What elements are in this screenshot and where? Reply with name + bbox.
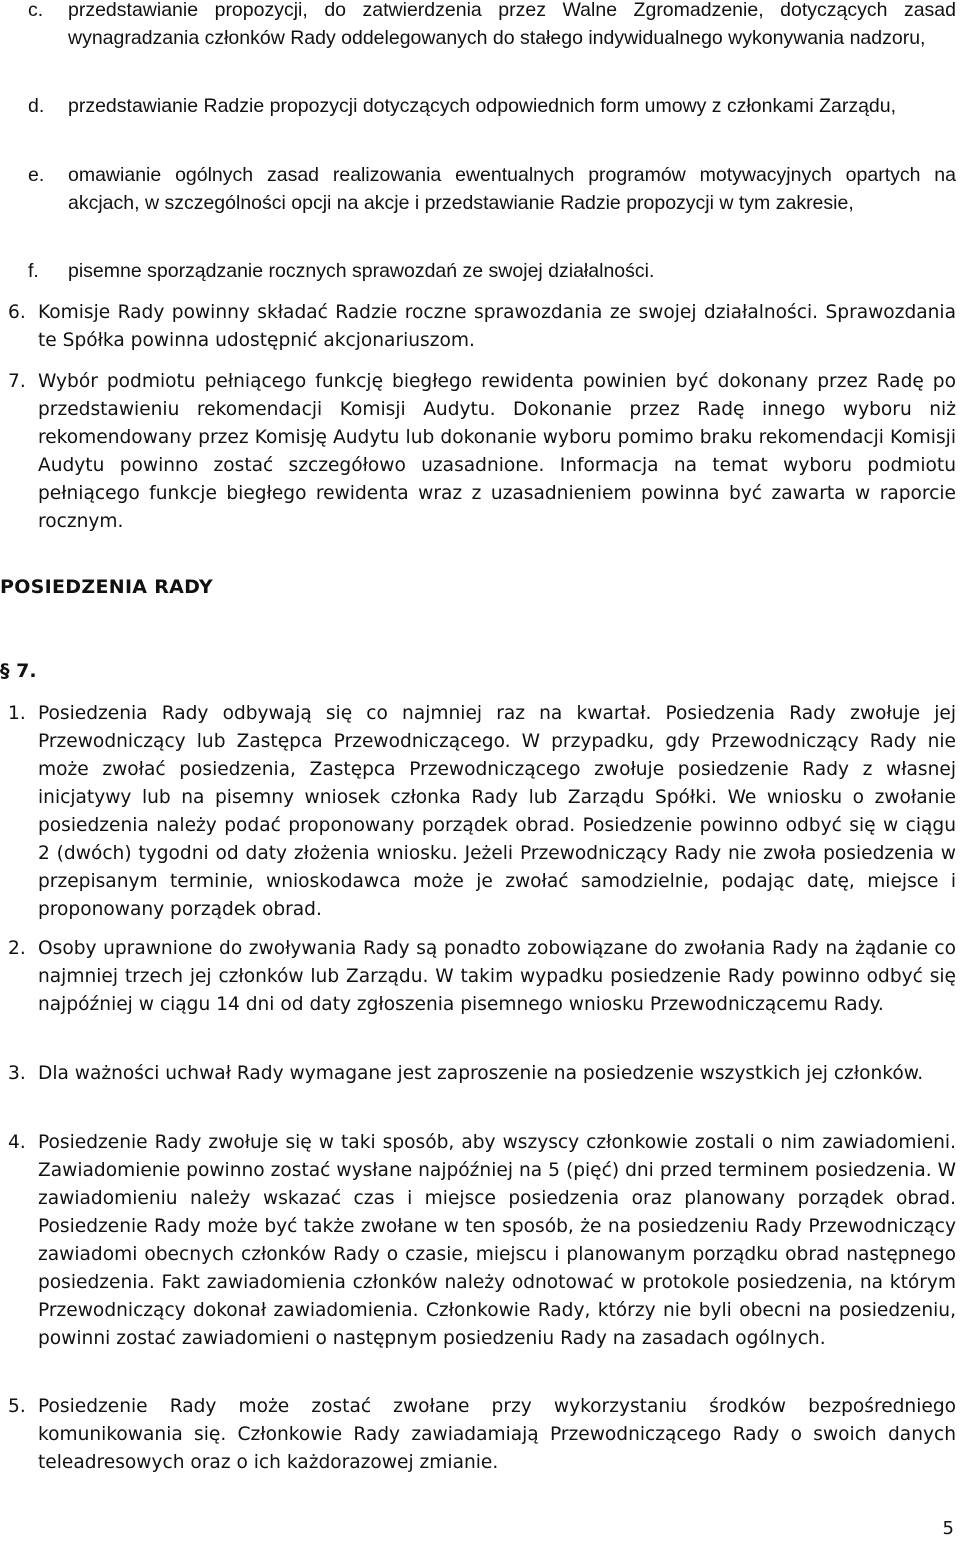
paragraph-text: Posiedzenie Rady może zostać zwołane przy wykorzystaniu środków bezpośredniego komunikowania się. Członkowie Rady zawiadamiają Przewodniczącego Rady o swoich danych teleadresowych oraz o ich każdorazowej zmianie. [38,1396,956,1473]
paragraph-text: Posiedzenia Rady odbywają się co najmniej raz na kwartał. Posiedzenia Rady zwołuje jej Przewodniczący lub Zastępca Przewodniczącego. W przypadku, gdy Przewodniczący Rady nie może zwołać posiedzenia, Zastępca Przewodniczącego zwołuje posiedzenie Rady z własnej inicjatywy lub na pisemny wniosek członka Rady lub Zarządu Spółki. We wniosku o zwołanie posiedzenia należy podać proponowany porządek obrad. Posiedzenie powinno odbyć się w ciągu 2 (dwóch) tygodni od daty złożenia wniosku. Jeżeli Przewodniczący Rady nie zwoła posiedzenia w przepisanym terminie, wnioskodawca może je zwołać samodzielnie, podając datę, miejsce i proponowany porządek obrad. [38,703,956,920]
paragraph-number: 4. [8,1132,26,1153]
paragraph-number: 3. [8,1063,26,1084]
list-item-text: omawianie ogólnych zasad realizowania ewentualnych programów motywacyjnych opartych na akcjach, w szczególności opcji na akcje i przedstawianie Radzie propozycji w tym zakresie, [68,164,956,214]
list-item [28,257,956,285]
paragraph-number: 7. [8,371,26,392]
list-item [28,0,956,52]
page-number: 5 [942,1518,954,1539]
paragraph-number: 6. [8,302,26,323]
list-marker: e. [28,164,45,186]
list-item-text: przedstawianie Radzie propozycji dotyczących odpowiednich form umowy z członkami Zarządu, [68,95,897,117]
list-item [28,92,956,120]
list-marker: d. [28,95,45,117]
list-marker: c. [28,0,44,21]
paragraph-text: Posiedzenie Rady zwołuje się w taki sposób, aby wszyscy członkowie zostali o nim zawiadomieni. Zawiadomienie powinno zostać wysłane najpóźniej na 5 (pięć) dni przed terminem posiedzenia. W zawiadomieniu należy wskazać czas i miejsce posiedzenia oraz planowany porządek obrad. Posiedzenie Rady może być także zwołane w ten sposób, że na posiedzeniu Rady Przewodniczący zawiadomi obecnych członków Rady o czasie, miejscu i planowanym porządku obrad następnego posiedzenia. Fakt zawiadomienia członków należy odnotować w protokole posiedzenia, na którym Przewodniczący dokonał zawiadomienia. Członkowie Rady, którzy nie byli obecni na posiedzeniu, powinni zostać zawiadomieni o następnym posiedzeniu Rady na zasadach ogólnych. [38,1132,956,1349]
numbered-paragraph [0,1393,956,1477]
section-heading: POSIEDZENIA RADY [0,576,213,598]
paragraph-number: 2. [8,938,26,959]
numbered-paragraph [0,1129,956,1353]
list-item-text: przedstawianie propozycji, do zatwierdzenia przez Walne Zgromadzenie, dotyczących zasad wynagradzania członków Rady oddelegowanych do stałego indywidualnego wykonywania nadzoru, [68,0,956,49]
numbered-paragraph [0,299,956,355]
paragraph-text: Wybór podmiotu pełniącego funkcję biegłego rewidenta powinien być dokonany przez Radę po przedstawieniu rekomendacji Komisji Audytu. Dokonanie przez Radę innego wyboru niż rekomendowany przez Komisję Audytu lub dokonanie wyboru pomimo braku rekomendacji Komisji Audytu powinno zostać szczegółowo uzasadnione. Informacja na temat wyboru podmiotu pełniącego funkcje biegłego rewidenta wraz z uzasadnieniem powinna być zawarta w raporcie rocznym. [38,371,956,532]
paragraph-number: 5. [8,1396,26,1417]
numbered-paragraph [0,1060,956,1088]
paragraph-text: Komisje Rady powinny składać Radzie roczne sprawozdania ze swojej działalności. Sprawozdania te Spółka powinna udostępnić akcjonariuszom. [38,302,956,351]
list-item [28,161,956,217]
paragraph-number: 1. [8,703,26,724]
section-number: § 7. [0,660,37,682]
numbered-paragraph [0,935,956,1019]
list-item-text: pisemne sporządzanie rocznych sprawozdań ze swojej działalności. [68,260,655,282]
list-marker: f. [28,260,39,282]
paragraph-text: Osoby uprawnione do zwoływania Rady są ponadto zobowiązane do zwołania Rady na żądanie co najmniej trzech jej członków lub Zarządu. W takim wypadku posiedzenie Rady powinno odbyć się najpóźniej w ciągu 14 dni od daty zgłoszenia pisemnego wniosku Przewodniczącemu Rady. [38,938,956,1015]
paragraph-text: Dla ważności uchwał Rady wymagane jest zaproszenie na posiedzenie wszystkich jej członków. [38,1063,924,1084]
numbered-paragraph [0,700,956,924]
numbered-paragraph [0,368,956,536]
